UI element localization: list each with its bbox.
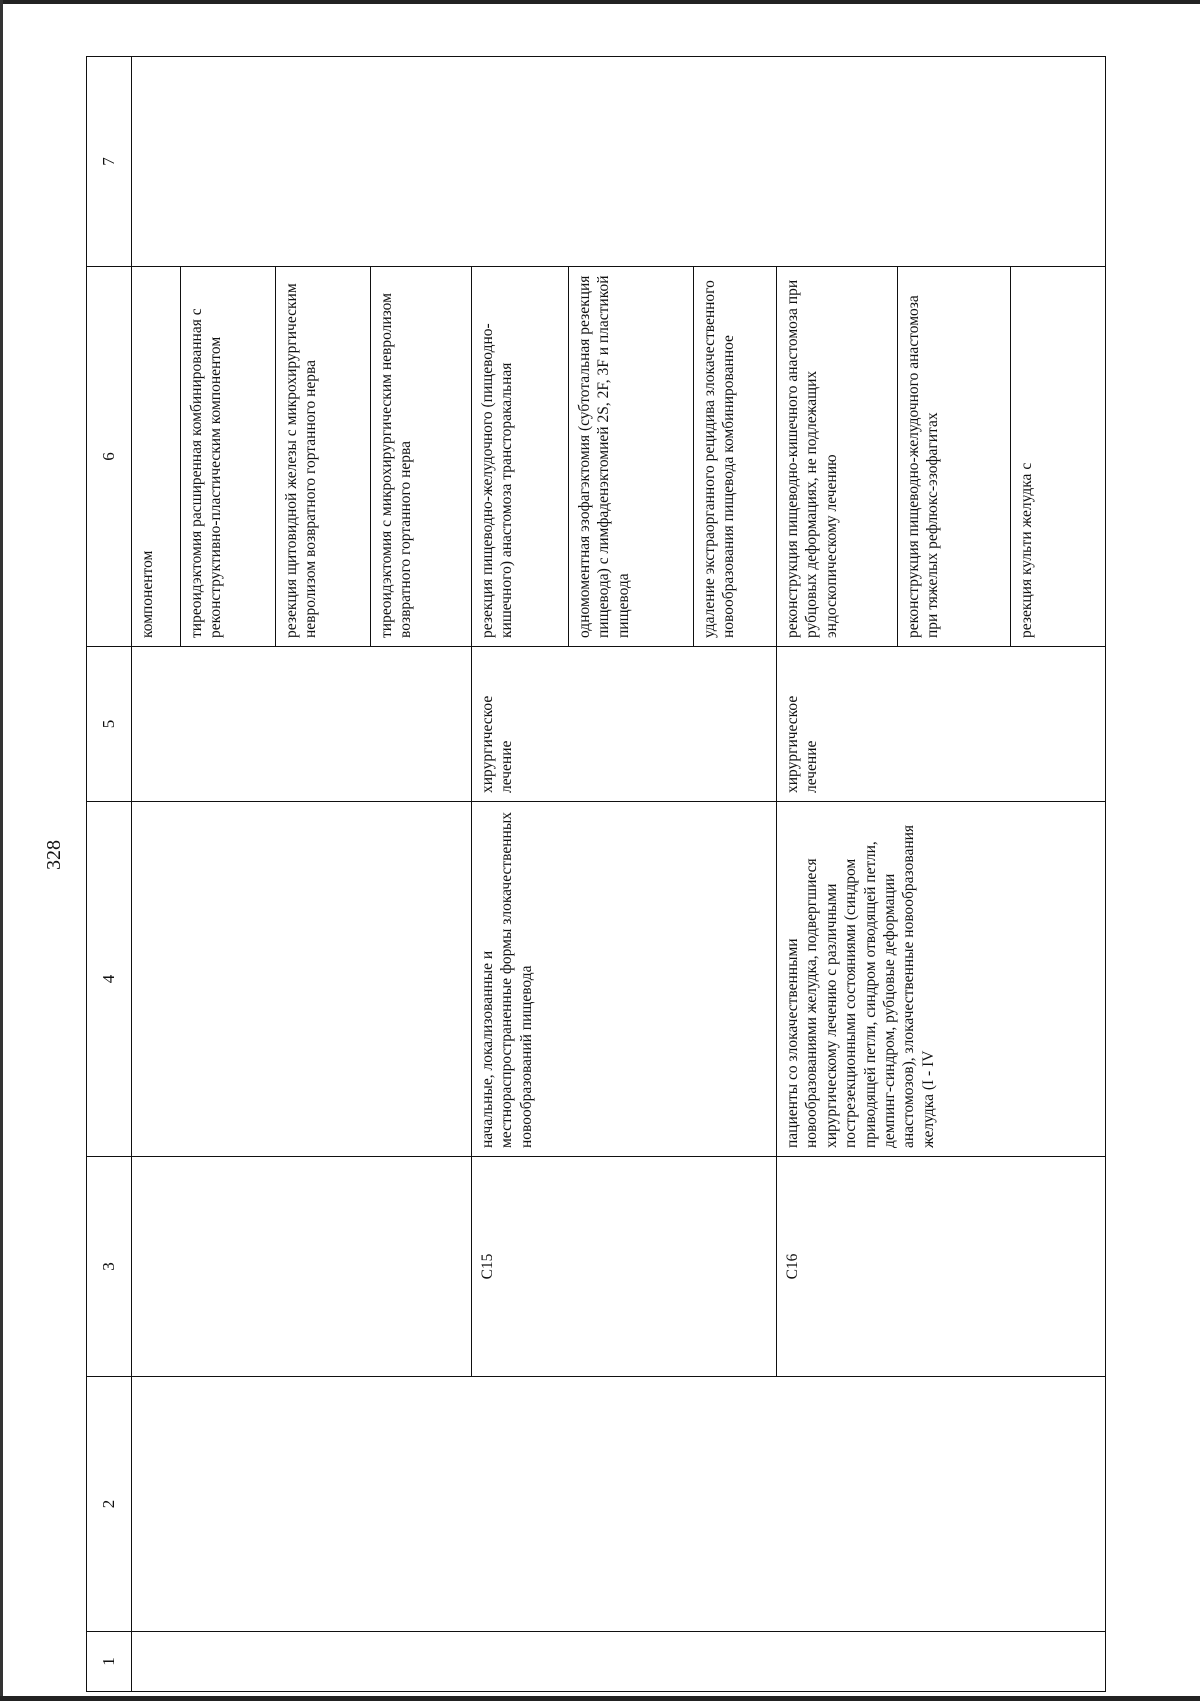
method-item: резекция пищеводно-желудочного (пищеводно-кишечного) анастомоза трансторакальная bbox=[479, 323, 516, 638]
method-item: реконструкция пищеводно-желудочного анастомоза при тяжелых рефлюкс-эзофагитах bbox=[897, 267, 1010, 646]
header-col-6: 6 bbox=[87, 267, 132, 647]
continuation-row bbox=[132, 57, 472, 1692]
scan-edge-top bbox=[0, 0, 1200, 4]
header-col-5: 5 bbox=[87, 647, 132, 802]
cell-col-2 bbox=[132, 1377, 1106, 1632]
header-col-4: 4 bbox=[87, 802, 132, 1157]
cell-cont-col-4 bbox=[132, 802, 472, 1157]
cell-cont-col-5 bbox=[132, 647, 472, 802]
header-col-2: 2 bbox=[87, 1377, 132, 1632]
cell-cont-col-6 bbox=[132, 267, 472, 647]
diagnosis-code: С15 bbox=[472, 1157, 777, 1377]
condition-text: пациенты со злокачественными новообразованиями желудка, подвергшиеся хирургическому лечению с различными пострезекционными состояниями (синдром приводящей петли, синдром отводящей петли, демпинг-синдром, рубцовые деформации анастомозов), злокачественные новообразования желудка (I - IV bbox=[777, 802, 1106, 1157]
method-item: тиреоидэктомия расширенная комбинированная с реконструктивно-пластическим компонентом bbox=[180, 267, 275, 646]
page-number: 328 bbox=[43, 840, 65, 870]
rotated-table-frame bbox=[86, 57, 1106, 1692]
methods-cell bbox=[777, 267, 1106, 647]
header-col-1: 1 bbox=[87, 1632, 132, 1692]
method-item: реконструкция пищеводно-кишечного анастомоза при рубцовых деформациях, не подлежащих эндоскопическому лечению bbox=[784, 279, 840, 638]
cell-col-7 bbox=[132, 57, 1106, 267]
method-item: резекция культи желудка с bbox=[1010, 267, 1105, 646]
condition-text: начальные, локализованные и местнораспространенные формы злокачественных новообразований пищевода bbox=[472, 802, 777, 1157]
medical-procedures-table bbox=[86, 56, 1106, 1692]
method-item: резекция щитовидной железы с микрохирургическим невролизом возвратного гортанного нерва bbox=[275, 267, 370, 646]
treatment-type: хирургическое лечение bbox=[777, 647, 1106, 802]
header-col-3: 3 bbox=[87, 1157, 132, 1377]
method-item: одномоментная эзофагэктомия (субтотальная резекция пищевода) с лимфаденэктомией 2S, 2F, 3F и пластикой пищевода bbox=[568, 267, 693, 646]
method-item: удаление экстраорганного рецидива злокачественного новообразования пищевода комбинированное bbox=[693, 267, 776, 646]
method-item: тиреоидэктомия с микрохирургическим невролизом возвратного гортанного нерва bbox=[370, 267, 471, 646]
treatment-type: хирургическое лечение bbox=[472, 647, 777, 802]
method-item: компонентом bbox=[139, 550, 156, 638]
header-row bbox=[87, 57, 132, 1692]
cell-cont-col-3 bbox=[132, 1157, 472, 1377]
cell-col-1 bbox=[132, 1632, 1106, 1692]
diagnosis-code: С16 bbox=[777, 1157, 1106, 1377]
header-col-7: 7 bbox=[87, 57, 132, 267]
scan-edge-left bbox=[0, 0, 3, 1701]
scan-edge-bottom bbox=[0, 1696, 1200, 1701]
methods-cell bbox=[472, 267, 777, 647]
